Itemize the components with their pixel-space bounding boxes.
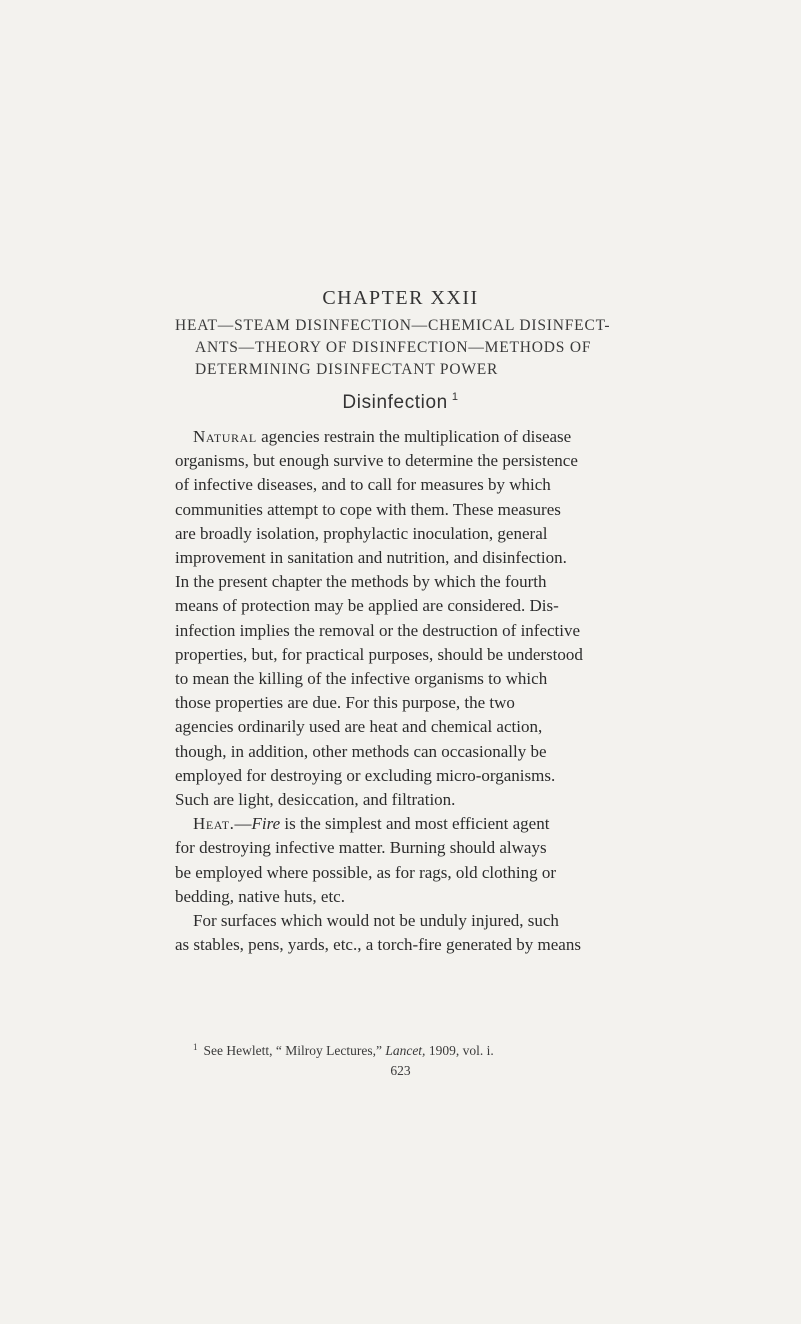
footnote-text: 1909, vol. i.	[425, 1043, 494, 1058]
text-fragment: is the simplest and most efficient agent	[280, 814, 550, 834]
text-line: as stables, pens, yards, etc., a torch-fire generated by means	[175, 935, 581, 955]
text-fragment: agencies restrain the multiplication of disease	[256, 427, 572, 446]
text-line: means of protection may be applied are considered. Dis-	[175, 596, 559, 616]
text-line: to mean the killing of the infective organisms to which	[175, 669, 548, 689]
text-fragment: —	[234, 814, 252, 834]
lead-word: Natural	[193, 427, 257, 446]
text-line: organisms, but enough survive to determine the persistence	[175, 451, 578, 471]
text-line: infection implies the removal or the destruction of infective	[175, 620, 581, 640]
text-line: For surfaces which would not be unduly injured, such	[193, 911, 559, 931]
page-number: 623	[390, 1063, 411, 1078]
text-line: though, in addition, other methods can occasionally be	[175, 741, 547, 761]
summary-line: HEAT—STEAM DISINFECTION—CHEMICAL DISINFECT-	[175, 317, 611, 334]
italic-word: Fire	[251, 814, 281, 834]
text-line: for destroying infective matter. Burning should always	[175, 838, 547, 858]
summary-line: DETERMINING DISINFECTANT POWER	[195, 361, 499, 378]
lead-word: Heat.	[193, 814, 235, 834]
footnote-text: See Hewlett, “ Milroy Lectures,”	[203, 1043, 386, 1058]
text-line: agencies ordinarily used are heat and chemical action,	[175, 717, 543, 737]
text-line: In the present chapter the methods by which the fourth	[175, 572, 547, 592]
text-line: properties, but, for practical purposes, should be understood	[175, 644, 583, 664]
text-line	[175, 425, 685, 449]
text-line: be employed where possible, as for rags, old clothing or	[175, 862, 556, 882]
section-heading-text: Disinfection	[342, 392, 448, 413]
text-line: employed for destroying or excluding micro-organisms.	[175, 765, 556, 785]
text-line: improvement in sanitation and nutrition, and disinfection.	[175, 548, 567, 568]
text-line: those properties are due. For this purpose, the two	[175, 693, 515, 713]
text-line: are broadly isolation, prophylactic inoculation, general	[175, 523, 548, 543]
footnote-reference: 1	[451, 391, 459, 403]
text-line	[175, 812, 685, 836]
chapter-summary	[175, 315, 675, 381]
text-line: Such are light, desiccation, and filtration.	[175, 790, 456, 810]
footnote-marker: 1	[193, 1042, 198, 1052]
text-line: bedding, native huts, etc.	[175, 886, 345, 906]
body-text	[175, 425, 685, 957]
chapter-title: CHAPTER XXII	[322, 287, 479, 309]
footnote	[175, 1042, 703, 1059]
summary-line: ANTS—THEORY OF DISINFECTION—METHODS OF	[195, 339, 592, 356]
section-heading	[0, 391, 801, 414]
footnote-journal: Lancet,	[385, 1043, 426, 1058]
text-line: communities attempt to cope with them. These measures	[175, 499, 561, 519]
text-line: of infective diseases, and to call for measures by which	[175, 475, 551, 495]
